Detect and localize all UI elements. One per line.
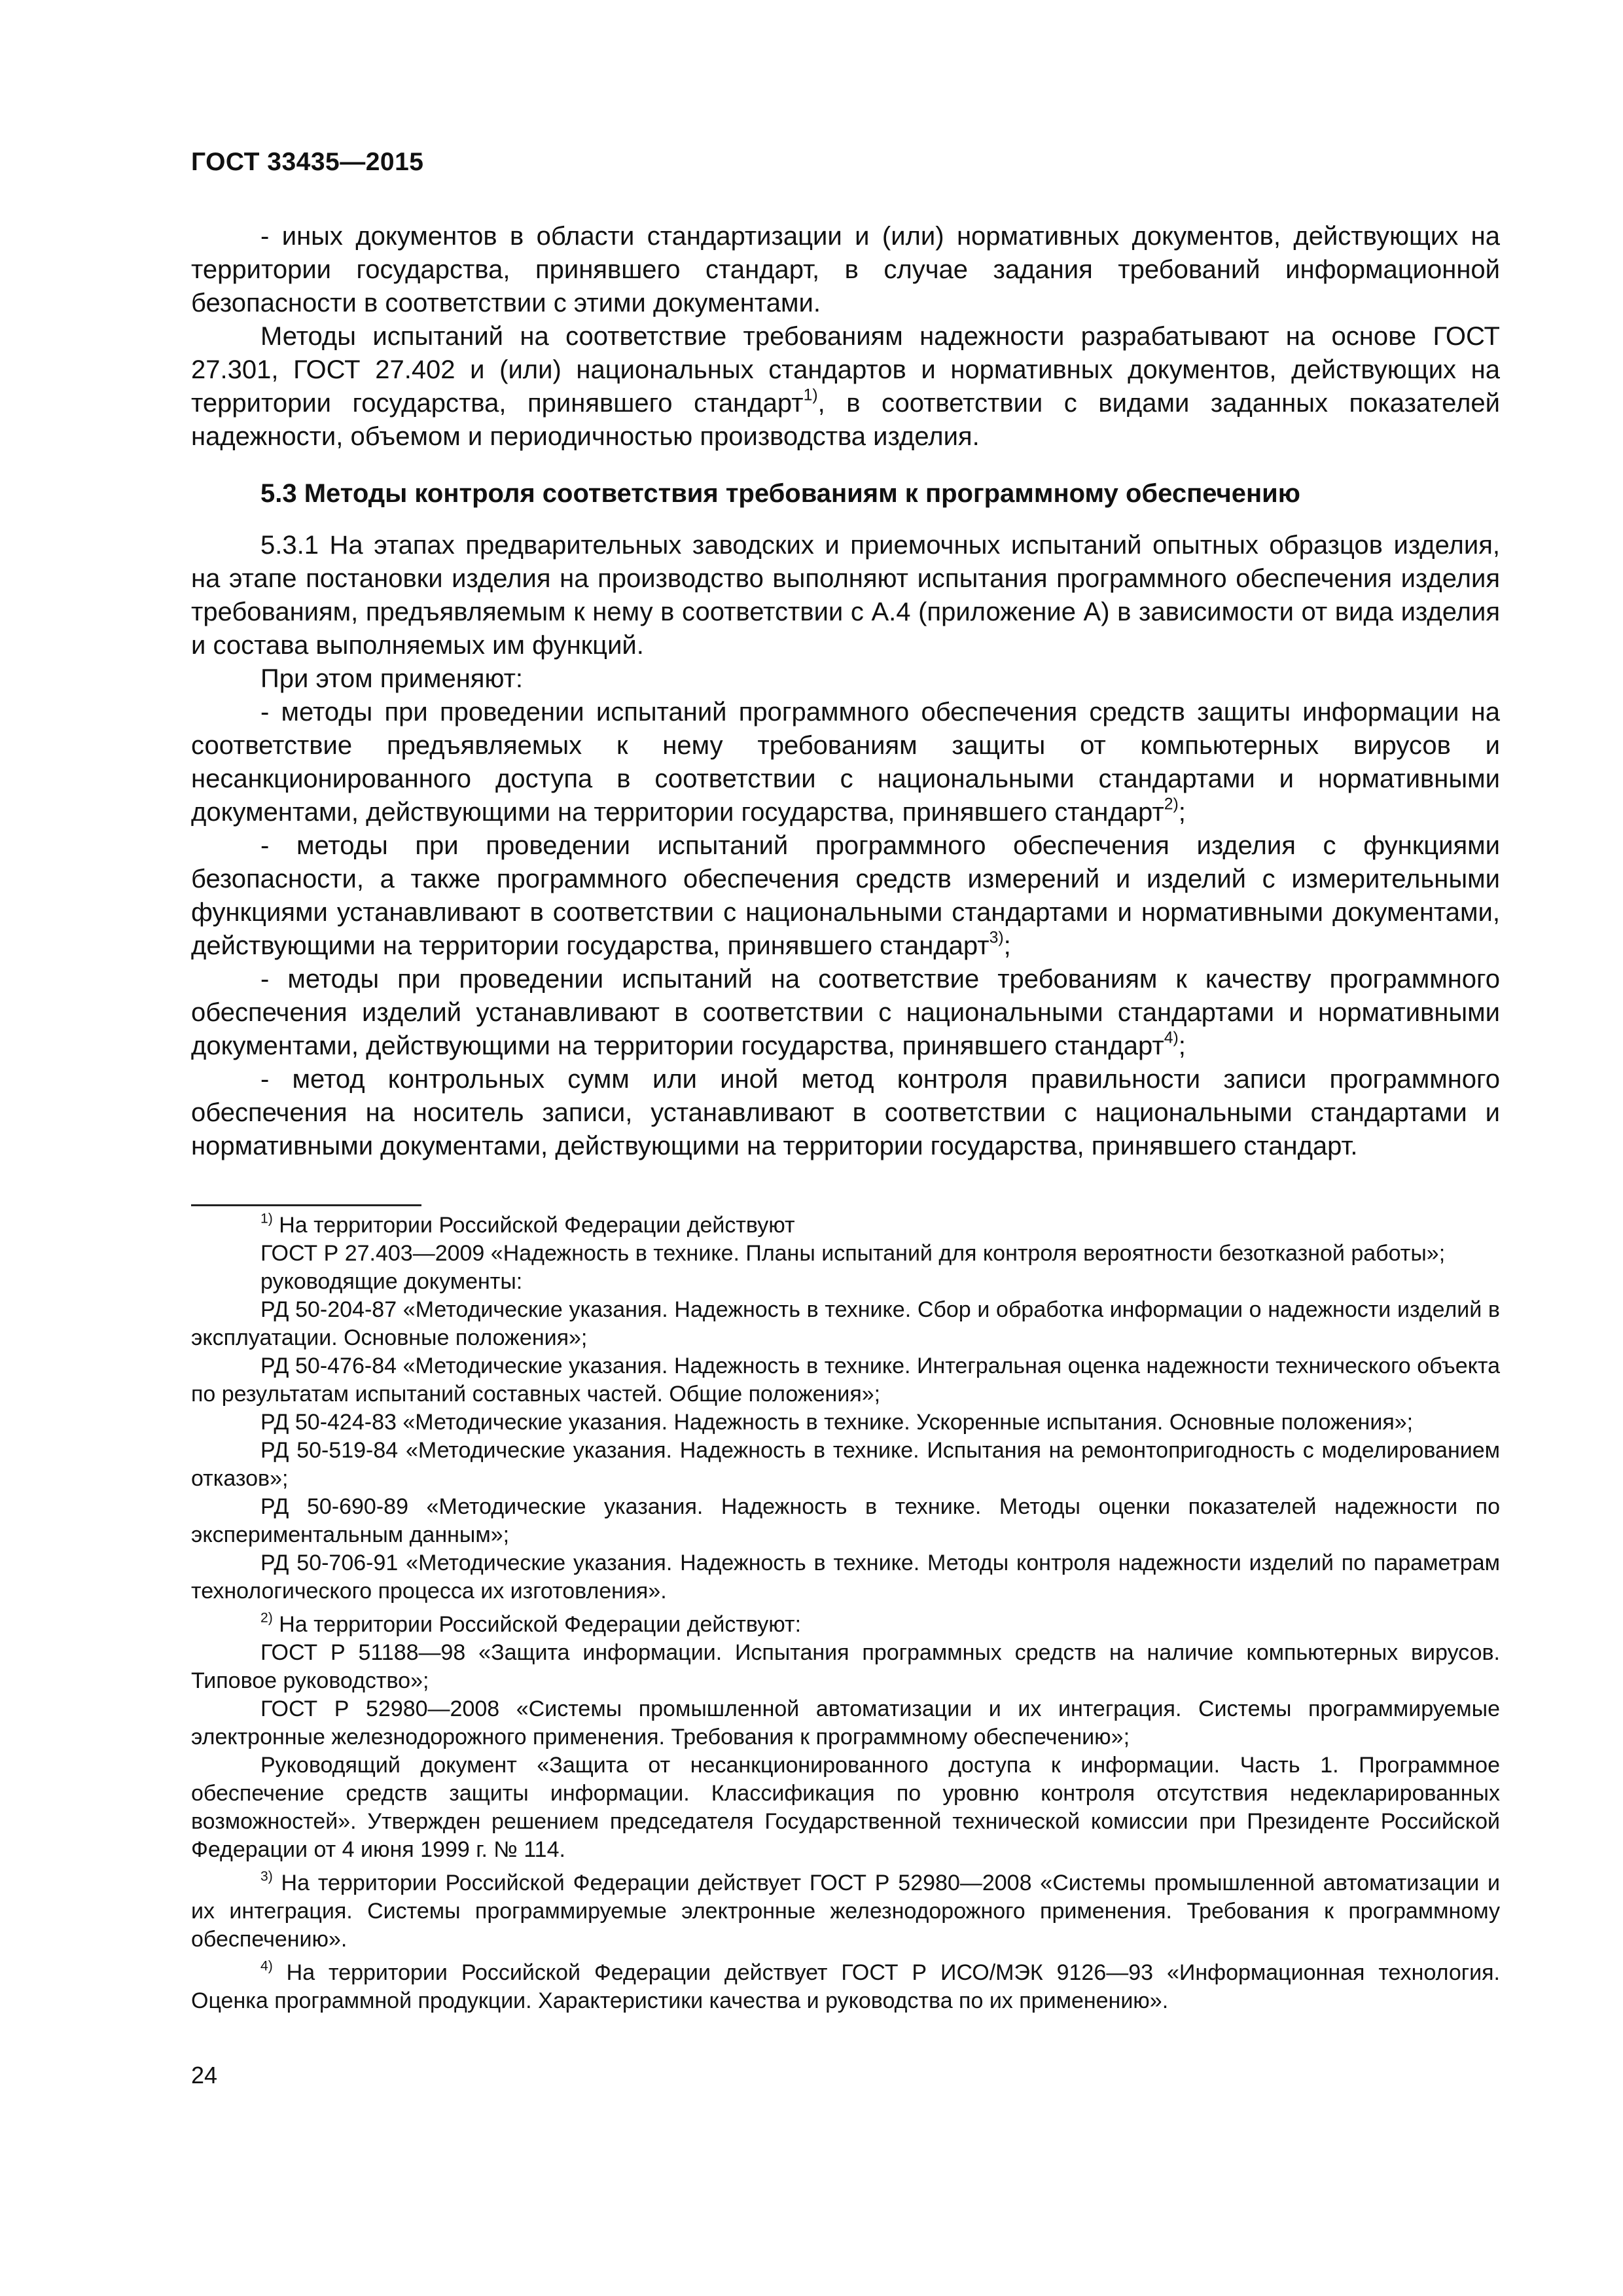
footnote-divider xyxy=(191,1204,421,1206)
footnote-line: ГОСТ Р 27.403—2009 «Надежность в технике. Планы испытаний для контроля вероятности безотказной работы»; xyxy=(260,1241,1446,1266)
footnote-text: На территории Российской Федерации действует ГОСТ Р ИСО/МЭК 9126—93 «Информационная технология. Оценка программной продукции. Характеристики качества и руководства по их применению». xyxy=(191,1960,1500,2013)
footnote-text: На территории Российской Федерации действует ГОСТ Р 52980—2008 «Системы промышленной автоматизации и их интеграция. Системы программируемые электронные железнодорожного применения. Требования к программному обеспечению». xyxy=(191,1871,1500,1952)
footnote-line: руководящие документы: xyxy=(260,1269,523,1294)
footnote-marker: 1) xyxy=(260,1211,273,1227)
footnote-marker: 2) xyxy=(260,1610,273,1626)
footnote-ref[interactable]: 2) xyxy=(1164,795,1179,814)
footnote-ref[interactable]: 4) xyxy=(1164,1029,1179,1047)
footnote-line: Руководящий документ «Защита от несанкционированного доступа к информации. Часть 1. Программное обеспечение средств защиты информации. Классификация по уровню контроля отсутствия недекларированных возможностей». Утвержден решением председателя Государственной технической комиссии при Президенте Российской Федерации от 4 июня 1999 г. № 114. xyxy=(191,1753,1500,1862)
footnote-text: На территории Российской Федерации действуют: xyxy=(272,1612,802,1637)
footnote xyxy=(191,1211,1500,1240)
text-run: , в соответствии с видами заданных показателей надежности, объемом и периодичностью производства изделия. xyxy=(191,389,1501,451)
text-run: - методы при проведении испытаний программного обеспечения средств защиты информации на соответствие предъявляемых к нему требованиям защиты от компьютерных вирусов и несанкционированного доступа в соответствии с национальными стандартами и нормативными документами, действующими на территории государства, принявшего стандарт xyxy=(191,698,1500,827)
footnote-ref[interactable]: 1) xyxy=(803,386,818,404)
paragraph: 5.3.1 На этапах предварительных заводских и приемочных испытаний опытных образцов изделия, на этапе постановки изделия на производство выполняют испытания программного обеспечения изделия требованиям, предъявляемым к нему в соответствии с А.4 (приложение А) в зависимости от вида изделия и состава выполняемых им функций. xyxy=(191,531,1500,660)
paragraph: - иных документов в области стандартизации и (или) нормативных документов, действующих на территории государства, принявшего стандарт, в случае задания требований информационной безопасности в соответствии с этими документами. xyxy=(191,222,1500,317)
document-header: ГОСТ 33435—2015 xyxy=(191,148,424,176)
footnote-ref[interactable]: 3) xyxy=(989,929,1004,947)
footnote xyxy=(191,1869,1500,1954)
footnote-line: РД 50-690-89 «Методические указания. Надежность в технике. Методы оценки показателей надежности по экспериментальным данным»; xyxy=(191,1494,1500,1547)
footnote-text: На территории Российской Федерации действуют xyxy=(272,1213,795,1238)
page-number: 24 xyxy=(191,2062,218,2089)
footnote-marker: 4) xyxy=(260,1958,273,1974)
text-run: ; xyxy=(1178,1031,1186,1060)
text-run: ; xyxy=(1003,931,1011,960)
footnote-line: РД 50-424-83 «Методические указания. Надежность в технике. Ускоренные испытания. Основные положения»; xyxy=(260,1410,1414,1435)
footnotes xyxy=(191,1211,1500,2015)
list-item xyxy=(191,963,1500,1063)
footnote-line: РД 50-204-87 «Методические указания. Надежность в технике. Сбор и обработка информации о надежности изделий в эксплуатации. Основные положения»; xyxy=(191,1297,1500,1350)
section-heading: 5.3 Методы контроля соответствия требованиям к программному обеспечению xyxy=(260,479,1300,508)
footnote-line: РД 50-476-84 «Методические указания. Надежность в технике. Интегральная оценка надежности технического объекта по результатам испытаний составных частей. Общие положения»; xyxy=(191,1354,1500,1407)
paragraph: При этом применяют: xyxy=(260,664,524,693)
text-run: - методы при проведении испытаний на соответствие требованиям к качеству программного обеспечения изделий устанавливают в соответствии с национальными стандартами и нормативными документами, действующими на территории государства, принявшего стандарт xyxy=(191,965,1500,1060)
footnote-marker: 3) xyxy=(260,1869,273,1884)
list-item: - метод контрольных сумм или иной метод контроля правильности записи программного обеспечения на носитель записи, устанавливают в соответствии с национальными стандартами и нормативными документами, действующими на территории государства, принявшего стандарт. xyxy=(191,1065,1500,1160)
paragraph xyxy=(191,320,1500,454)
footnote xyxy=(191,1611,1500,1639)
footnote-line: ГОСТ Р 51188—98 «Защита информации. Испытания программных средств на наличие компьютерных вирусов. Типовое руководство»; xyxy=(191,1640,1500,1693)
text-run: Методы испытаний на соответствие требованиям надежности разрабатывают на основе ГОСТ 27.301, ГОСТ 27.402 и (или) национальных стандартов и нормативных документов, действующих на территории государства, принявшего стандарт xyxy=(191,322,1500,418)
main-text xyxy=(191,220,1500,1163)
footnote-line: ГОСТ Р 52980—2008 «Системы промышленной автоматизации и их интеграция. Системы программируемые электронные железнодорожного применения. Требования к программному обеспечению»; xyxy=(191,1696,1500,1749)
list-item xyxy=(191,696,1500,829)
footnote xyxy=(191,1959,1500,2015)
list-item xyxy=(191,829,1500,963)
text-run: - методы при проведении испытаний программного обеспечения изделия с функциями безопасности, а также программного обеспечения средств измерений и изделий с измерительными функциями устанавливают в соответствии с национальными стандартами и нормативными документами, действующими на территории государства, принявшего стандарт xyxy=(191,831,1500,960)
footnote-line: РД 50-519-84 «Методические указания. Надежность в технике. Испытания на ремонтопригодность с моделированием отказов»; xyxy=(191,1438,1500,1491)
text-run: ; xyxy=(1178,798,1186,827)
footnote-line: РД 50-706-91 «Методические указания. Надежность в технике. Методы контроля надежности изделий по параметрам технологического процесса их изготовления». xyxy=(191,1551,1500,1604)
